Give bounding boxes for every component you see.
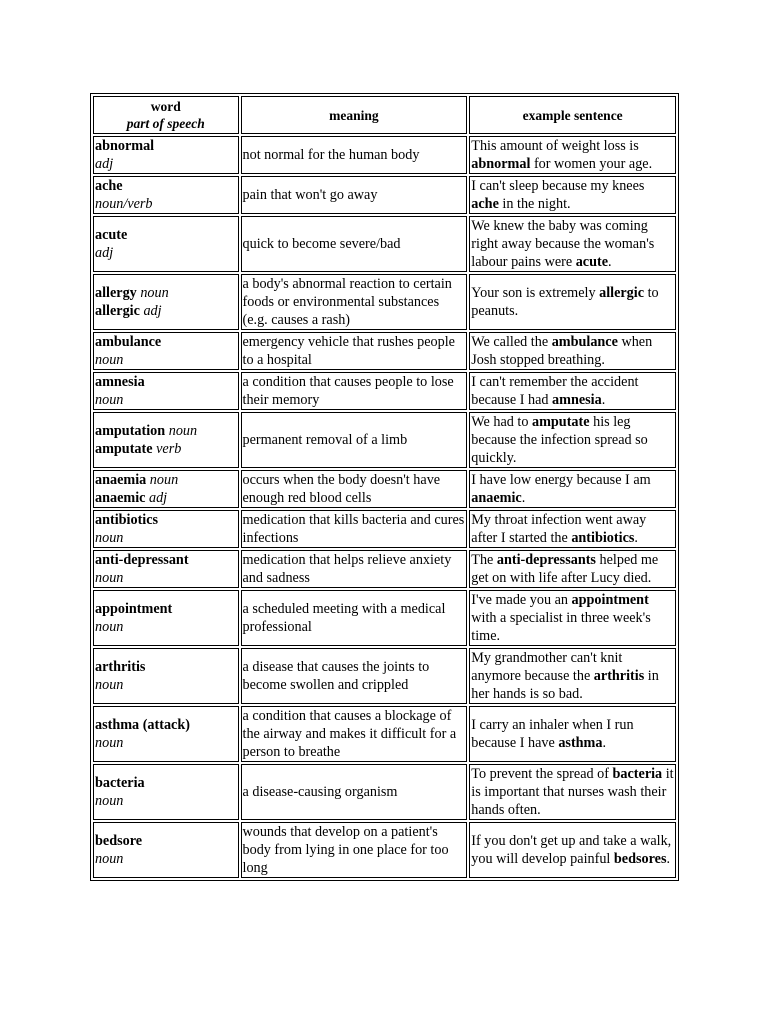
word-form: [95, 284, 237, 302]
word-term: acute: [95, 227, 128, 243]
example-text: .: [601, 392, 606, 408]
example-text: My grandmother can't knit anymore because the: [471, 650, 623, 684]
table-row: [93, 706, 676, 762]
word-form: [95, 716, 237, 752]
word-form: [95, 226, 237, 262]
meaning-cell: quick to become severe/bad: [241, 216, 468, 272]
example-keyword: asthma: [558, 735, 603, 751]
word-form: [95, 333, 237, 369]
table-row: [93, 470, 676, 508]
word-term: amputation: [95, 423, 166, 439]
word-form: [95, 658, 237, 694]
example-text: We knew the baby was coming right away because the woman's labour pains were: [471, 218, 655, 270]
example-keyword: amputate: [532, 414, 590, 430]
part-of-speech: noun: [149, 472, 179, 488]
meaning-column-header: meaning: [241, 96, 468, 134]
word-form: [95, 177, 237, 213]
word-form: [95, 440, 237, 458]
meaning-cell: a disease-causing organism: [241, 764, 468, 820]
example-keyword: acute: [575, 254, 608, 270]
example-text: We called the: [471, 334, 552, 350]
word-cell: [93, 176, 239, 214]
example-text: This amount of weight loss is: [471, 138, 639, 154]
part-of-speech: noun: [95, 677, 124, 693]
table-row: [93, 176, 676, 214]
table-row: [93, 590, 676, 646]
word-cell: [93, 590, 239, 646]
word-cell: [93, 412, 239, 468]
example-cell: [469, 176, 676, 214]
word-cell: [93, 332, 239, 370]
part-of-speech: adj: [148, 490, 168, 506]
word-cell: [93, 510, 239, 548]
word-form: [95, 137, 237, 173]
word-term: allergic: [95, 303, 140, 319]
word-term: antibiotics: [95, 512, 159, 528]
vocabulary-table: [90, 93, 679, 881]
example-cell: [469, 332, 676, 370]
word-form: [95, 774, 237, 810]
word-form: [95, 373, 237, 409]
example-text: The: [471, 552, 497, 568]
example-cell: [469, 648, 676, 704]
table-row: [93, 648, 676, 704]
word-form: [95, 302, 237, 320]
word-cell: [93, 136, 239, 174]
example-text: If you don't get up and take a walk, you will develop painful: [471, 833, 672, 867]
table-row: [93, 216, 676, 272]
word-cell: [93, 550, 239, 588]
meaning-cell: permanent removal of a limb: [241, 412, 468, 468]
word-form: [95, 832, 237, 868]
table-row: [93, 372, 676, 410]
example-text: I've made you an: [471, 592, 572, 608]
example-cell: [469, 136, 676, 174]
word-term: asthma (attack): [95, 717, 190, 733]
meaning-cell: not normal for the human body: [241, 136, 468, 174]
example-text: to peanuts.: [471, 285, 659, 319]
example-text: .: [602, 735, 607, 751]
example-cell: [469, 590, 676, 646]
example-text: in the night.: [498, 196, 571, 212]
example-text: .: [608, 254, 612, 270]
example-keyword: anti-depressants: [496, 552, 596, 568]
meaning-cell: a body's abnormal reaction to certain foods or environmental substances (e.g. causes a rash): [241, 274, 468, 330]
part-of-speech: noun: [95, 735, 124, 751]
word-term: anti-depressant: [95, 552, 189, 568]
table-row: [93, 510, 676, 548]
word-term: bacteria: [95, 775, 145, 791]
meaning-cell: occurs when the body doesn't have enough red blood cells: [241, 470, 468, 508]
example-cell: [469, 372, 676, 410]
example-cell: [469, 764, 676, 820]
example-cell: [469, 274, 676, 330]
example-text: in her hands is so bad.: [471, 668, 659, 702]
example-keyword: allergic: [599, 285, 645, 301]
word-term: amputate: [95, 441, 153, 457]
word-cell: [93, 372, 239, 410]
word-cell: [93, 470, 239, 508]
part-of-speech: noun: [95, 793, 124, 809]
example-text: I carry an inhaler when I run because I have: [471, 717, 634, 751]
word-cell: [93, 216, 239, 272]
example-text: I can't sleep because my knees: [471, 178, 645, 194]
word-cell: [93, 648, 239, 704]
example-text: I can't remember the accident because I had: [471, 374, 639, 408]
example-text: My throat infection went away after I started the: [471, 512, 647, 546]
meaning-cell: wounds that develop on a patient's body from lying in one place for too long: [241, 822, 468, 878]
example-cell: [469, 412, 676, 468]
example-keyword: ambulance: [551, 334, 618, 350]
word-term: amnesia: [95, 374, 145, 390]
word-form: [95, 600, 237, 636]
part-of-speech: noun: [95, 851, 124, 867]
example-keyword: antibiotics: [571, 530, 635, 546]
meaning-cell: medication that kills bacteria and cures infections: [241, 510, 468, 548]
word-term: anaemic: [95, 490, 146, 506]
word-cell: [93, 706, 239, 762]
example-text: To prevent the spread of: [471, 766, 613, 782]
part-of-speech: verb: [156, 441, 182, 457]
example-keyword: amnesia: [552, 392, 602, 408]
meaning-cell: pain that won't go away: [241, 176, 468, 214]
word-column-header: [93, 96, 239, 134]
example-text: .: [634, 530, 638, 546]
example-column-header: example sentence: [469, 96, 676, 134]
example-text: for women your age.: [530, 156, 653, 172]
table-row: [93, 550, 676, 588]
word-form: [95, 551, 237, 587]
word-form: [95, 422, 237, 440]
meaning-cell: a condition that causes people to lose their memory: [241, 372, 468, 410]
table-row: [93, 412, 676, 468]
pos-header-label: part of speech: [126, 116, 205, 131]
word-cell: [93, 274, 239, 330]
example-cell: [469, 822, 676, 878]
part-of-speech: adj: [95, 245, 114, 261]
word-term: appointment: [95, 601, 173, 617]
word-cell: [93, 822, 239, 878]
example-keyword: appointment: [571, 592, 649, 608]
example-text: helped me get on with life after Lucy died.: [471, 552, 659, 586]
table-row: [93, 332, 676, 370]
word-form: [95, 511, 237, 547]
meaning-cell: a scheduled meeting with a medical professional: [241, 590, 468, 646]
word-header-label: word: [150, 99, 181, 114]
meaning-cell: a disease that causes the joints to become swollen and crippled: [241, 648, 468, 704]
example-keyword: bedsores: [613, 851, 667, 867]
example-keyword: bacteria: [612, 766, 663, 782]
example-cell: [469, 216, 676, 272]
header-row: [93, 96, 676, 134]
part-of-speech: noun: [95, 392, 124, 408]
word-term: allergy: [95, 285, 137, 301]
example-keyword: arthritis: [593, 668, 645, 684]
meaning-cell: medication that helps relieve anxiety and sadness: [241, 550, 468, 588]
example-keyword: anaemic: [471, 490, 522, 506]
part-of-speech: adj: [143, 303, 162, 319]
table-row: [93, 764, 676, 820]
word-cell: [93, 764, 239, 820]
example-keyword: abnormal: [471, 156, 531, 172]
example-cell: [469, 550, 676, 588]
table-row: [93, 136, 676, 174]
part-of-speech: noun/verb: [95, 196, 153, 212]
vocabulary-rows: [93, 136, 676, 878]
example-text: I have low energy because I am: [471, 472, 651, 488]
example-cell: [469, 706, 676, 762]
part-of-speech: noun: [95, 530, 124, 546]
meaning-cell: a condition that causes a blockage of the airway and makes it difficult for a person to breathe: [241, 706, 468, 762]
part-of-speech: noun: [95, 619, 124, 635]
example-text: his leg because the infection spread so quickly.: [471, 414, 648, 466]
part-of-speech: noun: [168, 423, 198, 439]
example-cell: [469, 470, 676, 508]
example-text: We had to: [471, 414, 532, 430]
example-text: .: [666, 851, 671, 867]
example-text: it is important that nurses wash their hands often.: [471, 766, 674, 818]
example-text: with a specialist in three week's time.: [471, 610, 651, 644]
example-cell: [469, 510, 676, 548]
example-text: when Josh stopped breathing.: [471, 334, 653, 368]
word-form: [95, 489, 237, 507]
example-keyword: ache: [471, 196, 499, 212]
example-text: .: [521, 490, 526, 506]
word-term: abnormal: [95, 138, 155, 154]
word-term: ache: [95, 178, 123, 194]
word-term: anaemia: [95, 472, 147, 488]
part-of-speech: noun: [140, 285, 169, 301]
word-term: ambulance: [95, 334, 162, 350]
example-text: Your son is extremely: [471, 285, 600, 301]
word-form: [95, 471, 237, 489]
table-row: [93, 274, 676, 330]
word-term: arthritis: [95, 659, 146, 675]
table-row: [93, 822, 676, 878]
meaning-cell: emergency vehicle that rushes people to a hospital: [241, 332, 468, 370]
part-of-speech: noun: [95, 352, 124, 368]
part-of-speech: noun: [95, 570, 124, 586]
part-of-speech: adj: [95, 156, 114, 172]
word-term: bedsore: [95, 833, 143, 849]
